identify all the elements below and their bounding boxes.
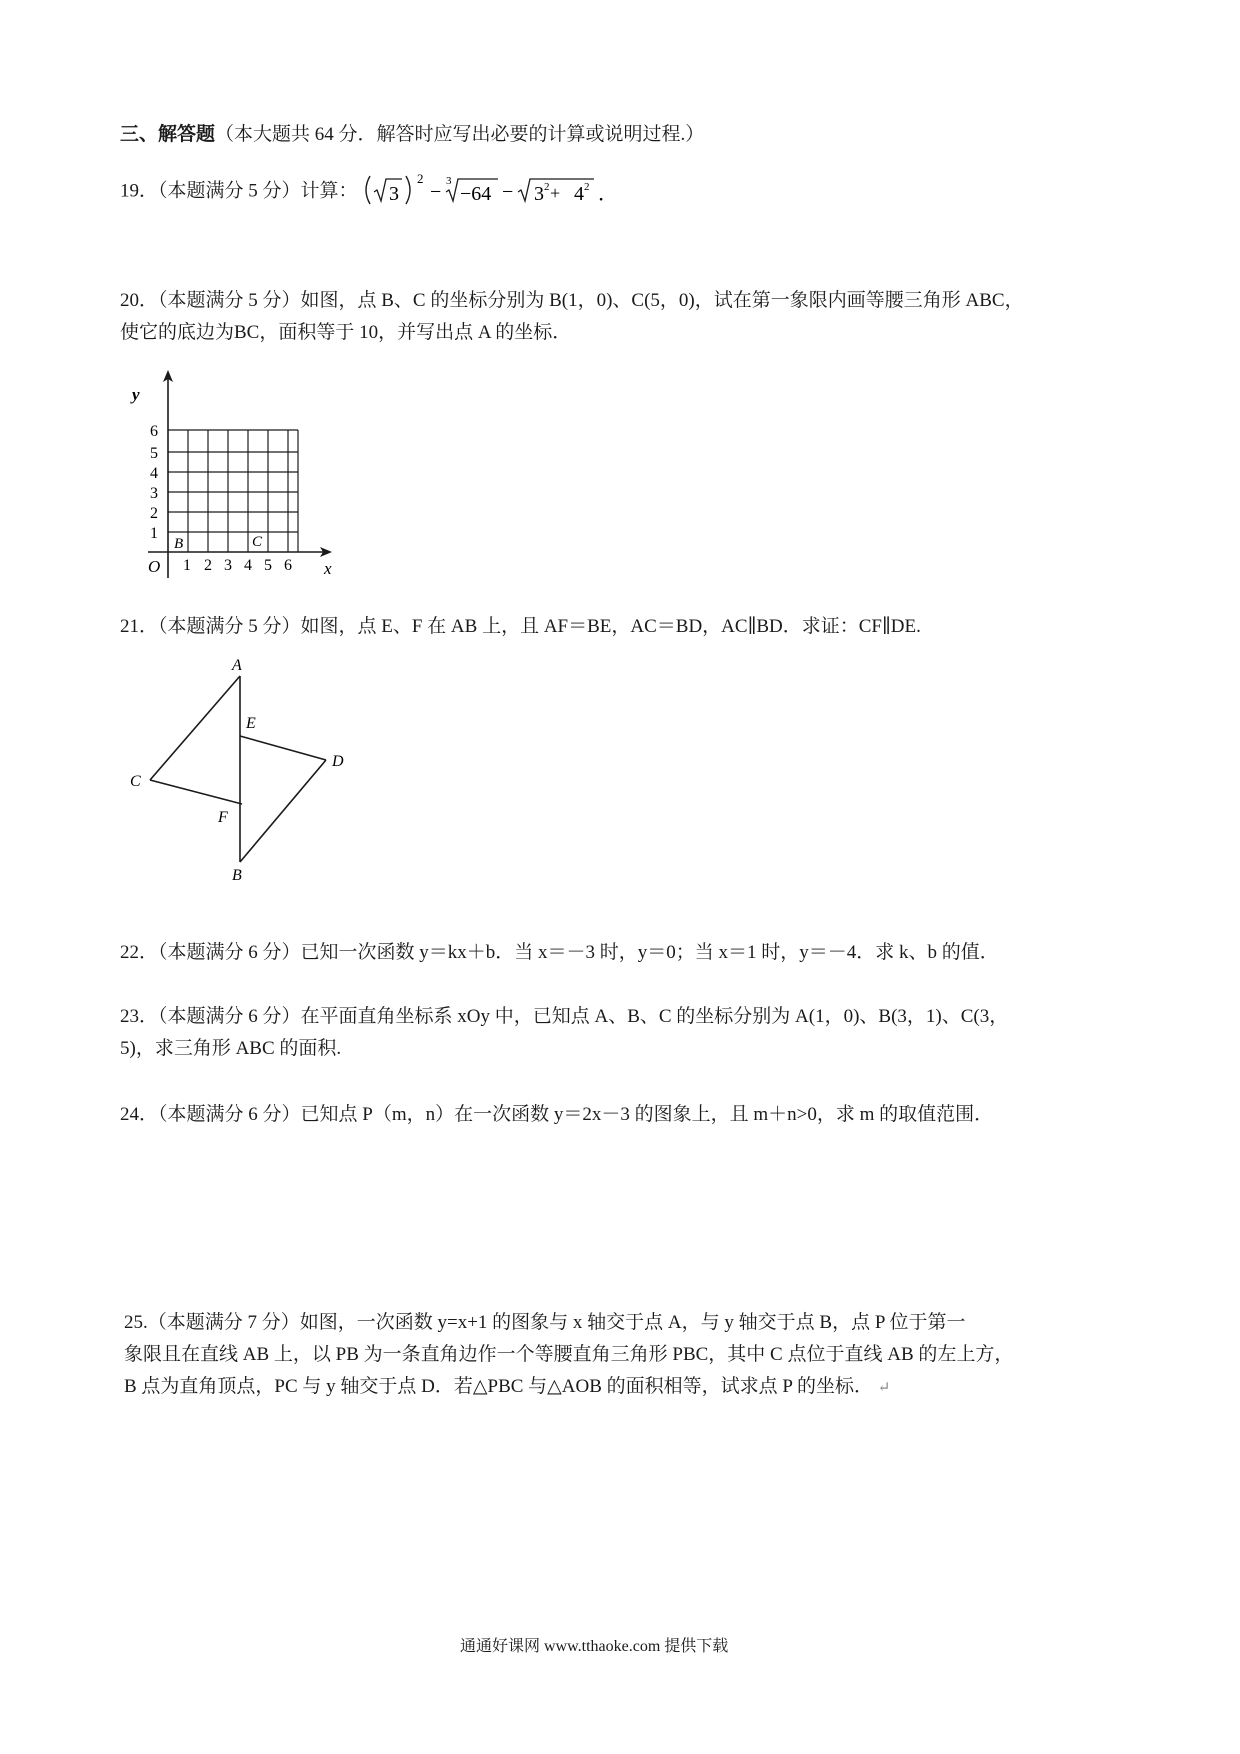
question-25-line-2: 象限且在直线 AB 上，以 PB 为一条直角边作一个等腰直角三角形 PBC，其中 C 点位于直线 AB 的左上方， <box>124 1344 1014 1365</box>
q19-exp-3: 2 <box>544 181 550 193</box>
q20-x-tick: 5 <box>264 557 272 574</box>
question-20-line-1: 20．（本题满分 5 分）如图，点 B、C 的坐标分别为 B(1，0)、C(5，0)，试在第一象限内画等腰三角形 ABC， <box>120 290 1024 311</box>
q20-x-tick: 6 <box>284 557 292 574</box>
q20-coordinate-grid-figure <box>128 368 358 578</box>
question-22-line-1: 22．（本题满分 6 分）已知一次函数 y＝kx＋b．当 x＝－3 时，y＝0；当 x＝1 时，y＝－4．求 k、b 的值． <box>120 942 999 963</box>
q20-x-tick: 2 <box>204 557 212 574</box>
question-23-line-1: 23．（本题满分 6 分）在平面直角坐标系 xOy 中，已知点 A、B、C 的坐标分别为 A(1，0)、B(3，1)、C(3， <box>120 1006 1009 1027</box>
question-19 <box>120 172 662 212</box>
q19-exp-4: 2 <box>584 181 590 193</box>
question-25-line-3-text: B 点为直角顶点，PC 与 y 轴交于点 D．若△PBC 与△AOB 的面积相等，试求点 P 的坐标． <box>124 1376 873 1397</box>
q20-y-tick: 2 <box>150 505 158 522</box>
q19-cube-index: 3 <box>446 175 452 187</box>
q20-point-b-label: B <box>174 536 184 552</box>
q19-end-dot: ． <box>598 183 619 205</box>
question-25-line-3 <box>124 1374 890 1401</box>
q20-y-tick: 5 <box>150 445 158 462</box>
question-21-line-1: 21．（本题满分 5 分）如图，点 E、F 在 AB 上，且 AF＝BE，AC＝BD，AC∥BD．求证：CF∥DE. <box>120 616 921 637</box>
question-25-line-1: 25.（本题满分 7 分）如图，一次函数 y=x+1 的图象与 x 轴交于点 A，与 y 轴交于点 B，点 P 位于第一 <box>124 1312 966 1333</box>
q21-label-b: B <box>232 867 242 884</box>
q20-y-tick: 3 <box>150 485 158 502</box>
q20-x-tick: 1 <box>183 557 191 574</box>
return-mark-icon: ↵ <box>877 1380 891 1396</box>
q21-label-c: C <box>130 773 141 790</box>
q20-origin-label: O <box>148 557 161 576</box>
q20-x-tick: 4 <box>244 557 252 574</box>
q19-minus-2: − <box>502 181 514 203</box>
section-note: （本大题共 64 分．解答时应写出必要的计算或说明过程.） <box>215 124 705 145</box>
q21-label-d: D <box>332 753 344 770</box>
question-23-line-2: 5)，求三角形 ABC 的面积. <box>120 1038 342 1059</box>
q21-geometry-figure <box>120 656 360 886</box>
q19-cube-radicand: −64 <box>460 183 492 205</box>
q20-x-tick: 3 <box>224 557 232 574</box>
q21-label-f: F <box>218 809 228 826</box>
q19-base-3: 3 <box>534 183 545 205</box>
question-19-label: 19．（本题满分 5 分）计算： <box>120 180 358 202</box>
q20-y-tick: 6 <box>150 423 158 440</box>
q19-exponent: 2 <box>417 171 424 186</box>
q20-point-c-label: C <box>252 534 263 550</box>
page-footer: 通通好课网 www.tthaoke.com 提供下载 <box>460 1638 729 1655</box>
q20-x-label: x <box>324 559 332 578</box>
q19-sqrt3-radicand: 3 <box>389 183 400 205</box>
q19-plus: + <box>550 183 561 203</box>
question-24-line-1: 24．（本题满分 6 分）已知点 P（m，n）在一次函数 y＝2x－3 的图象上，且 m＋n>0，求 m 的取值范围． <box>120 1104 994 1125</box>
question-20-line-2: 使它的底边为BC，面积等于 10，并写出点 A 的坐标． <box>120 322 572 343</box>
question-19-expression <box>362 170 662 210</box>
q20-y-label: y <box>132 385 140 404</box>
q19-minus-1: − <box>430 181 442 203</box>
section-header <box>120 122 704 148</box>
q21-label-a: A <box>232 657 242 674</box>
q20-y-tick: 1 <box>150 525 158 542</box>
q21-label-e: E <box>246 715 256 732</box>
q20-y-tick: 4 <box>150 465 158 482</box>
section-title: 三、解答题 <box>120 124 216 145</box>
q19-base-4: 4 <box>574 183 585 205</box>
